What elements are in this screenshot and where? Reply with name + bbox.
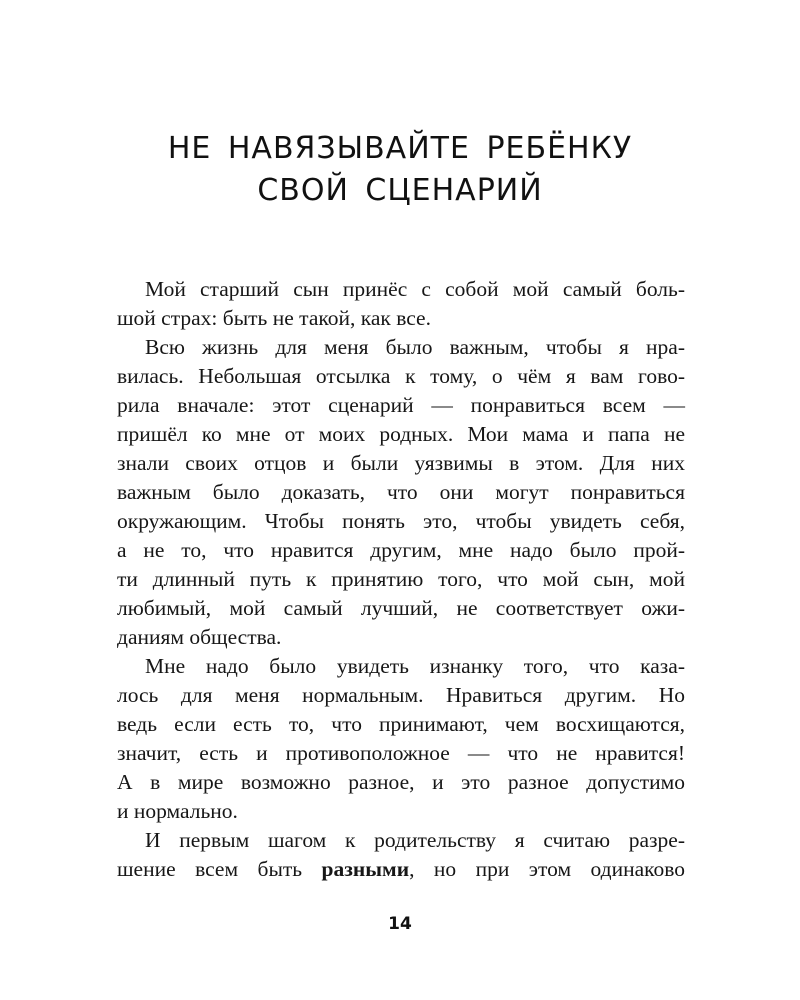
paragraph-2-line-8: а не то, что нравится другим, мне надо было прой-: [117, 538, 685, 562]
chapter-title-line-2: СВОЙ СЦЕНАРИЙ: [257, 173, 543, 208]
paragraph-3-line-6: и нормально.: [117, 799, 238, 823]
paragraph-1-line-2: шой страх: быть не такой, как все.: [117, 306, 431, 330]
paragraph-2-line-1: Всю жизнь для меня было важным, чтобы я нра-: [145, 335, 685, 359]
paragraph-4-line-2-start: шение всем быть: [117, 857, 322, 881]
paragraph-2-line-11: даниям общества.: [117, 625, 282, 649]
paragraph-2-line-6: важным было доказать, что они могут понравиться: [117, 480, 685, 504]
paragraph-2-line-7: окружающим. Чтобы понять это, чтобы увидеть себя,: [117, 509, 685, 533]
paragraph-2-line-4: пришёл ко мне от моих родных. Мои мама и папа не: [117, 422, 685, 446]
chapter-title: [0, 128, 800, 212]
paragraph-2-line-3: рила вначале: этот сценарий — понравиться всем —: [117, 393, 685, 417]
page-number: 14: [388, 914, 412, 934]
paragraph-4-line-2-end: , но при этом одинаково: [409, 857, 685, 881]
paragraph-3-line-3: ведь если есть то, что принимают, чем восхищаются,: [117, 712, 685, 736]
paragraph-3-line-1: Мне надо было увидеть изнанку того, что каза-: [145, 654, 685, 678]
paragraph-2-line-9: ти длинный путь к принятию того, что мой сын, мой: [117, 567, 685, 591]
paragraph-2-line-2: вилась. Небольшая отсылка к тому, о чём я вам гово-: [117, 364, 685, 388]
paragraph-1-line-1: Мой старший сын принёс с собой мой самый боль-: [145, 277, 685, 301]
paragraph-3-line-4: значит, есть и противоположное — что не нравится!: [117, 741, 685, 765]
paragraph-3-line-2: лось для меня нормальным. Нравиться другим. Но: [117, 683, 685, 707]
paragraph-3-line-5: А в мире возможно разное, и это разное допустимо: [117, 770, 685, 794]
emphasis-bold-word: разными: [321, 857, 410, 881]
paragraph-4-line-1: И первым шагом к родительству я считаю разре-: [145, 828, 685, 852]
paragraph-2-line-10: любимый, мой самый лучший, не соответствует ожи-: [117, 596, 685, 620]
paragraph-4-line-2: [117, 855, 685, 884]
paragraph-2-line-5: знали своих отцов и были уязвимы в этом. Для них: [117, 451, 685, 475]
body-text: [117, 275, 685, 884]
chapter-title-line-1: НЕ НАВЯЗЫВАЙТЕ РЕБЁНКУ: [167, 131, 633, 166]
